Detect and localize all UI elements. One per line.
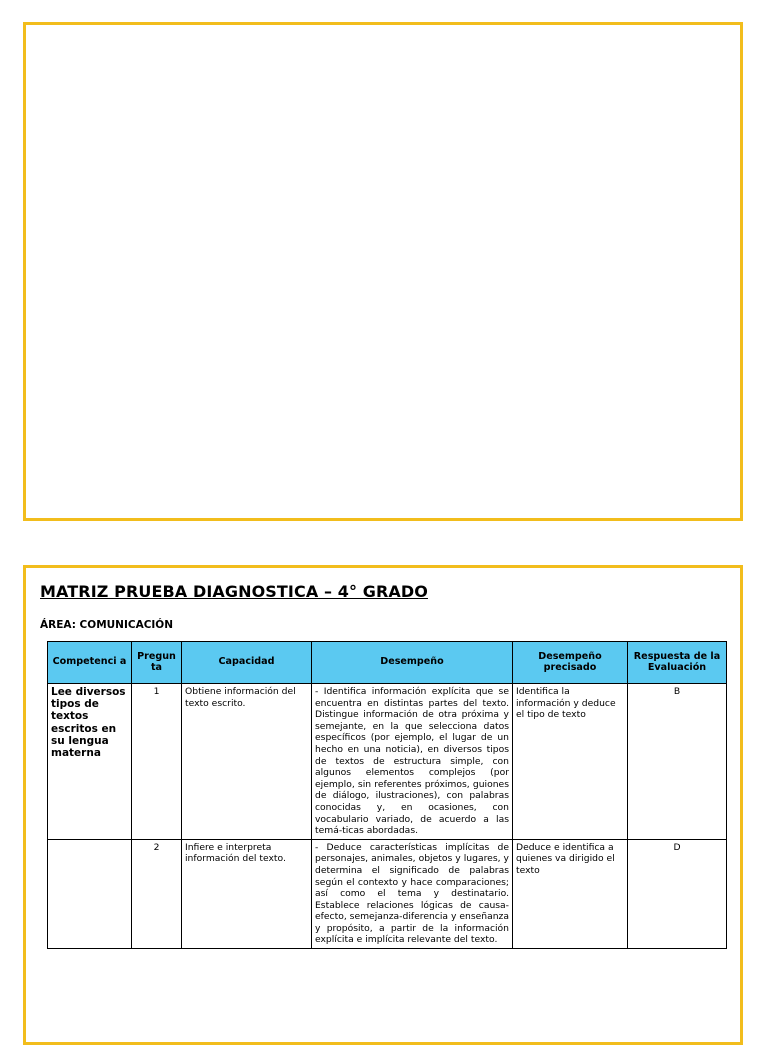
cell-pregunta: 2 <box>132 839 182 948</box>
document-title: MATRIZ PRUEBA DIAGNOSTICA – 4° GRADO <box>40 582 428 601</box>
table-row <box>48 839 727 948</box>
cell-desempeno: - Deduce características implícitas de personajes, animales, objetos y lugares, y determina el significado de palabras según el contexto y hace comparaciones; así como el tema y destinatario. Establece relaciones lógicas de causa-efecto, semejanza-diferencia y enseñanza y propósito, a partir de la información explícita e implícita relevante del texto. <box>312 839 513 948</box>
cell-respuesta: B <box>628 684 727 840</box>
cell-desempeno: - Identifica información explícita que se encuentra en distintas partes del texto. Distingue información de otra próxima y semejante, en la que selecciona datos específicos (por ejemplo, el lugar de un hecho en una noticia), en diversos tipos de textos de estructura simple, con algunos elementos complejos (por ejemplo, sin referentes próximos, guiones de diálogo, ilustraciones), con palabras conocidas y, en ocasiones, con vocabulario variado, de acuerdo a las temá-ticas abordadas. <box>312 684 513 840</box>
blank-page <box>23 22 743 521</box>
cell-competencia <box>48 839 132 948</box>
cell-pregunta: 1 <box>132 684 182 840</box>
header-competencia: Competenci a <box>48 642 132 684</box>
header-desempeno: Desempeño <box>312 642 513 684</box>
header-pregunta: Pregun ta <box>132 642 182 684</box>
document-page <box>23 565 743 1045</box>
header-capacidad: Capacidad <box>182 642 312 684</box>
cell-capacidad: Infiere e interpreta información del texto. <box>182 839 312 948</box>
matrix-table <box>47 641 727 949</box>
header-desempeno-precisado: Desempeño precisado <box>513 642 628 684</box>
cell-competencia: Lee diversos tipos de textos escritos en su lengua materna <box>48 684 132 840</box>
cell-capacidad: Obtiene información del texto escrito. <box>182 684 312 840</box>
table-header-row <box>48 642 727 684</box>
area-label: ÁREA: COMUNICACIÓN <box>40 619 174 631</box>
table-row <box>48 684 727 840</box>
header-respuesta: Respuesta de la Evaluación <box>628 642 727 684</box>
cell-respuesta: D <box>628 839 727 948</box>
cell-desempeno-precisado: Identifica la información y deduce el tipo de texto <box>513 684 628 840</box>
cell-desempeno-precisado: Deduce e identifica a quienes va dirigido el texto <box>513 839 628 948</box>
